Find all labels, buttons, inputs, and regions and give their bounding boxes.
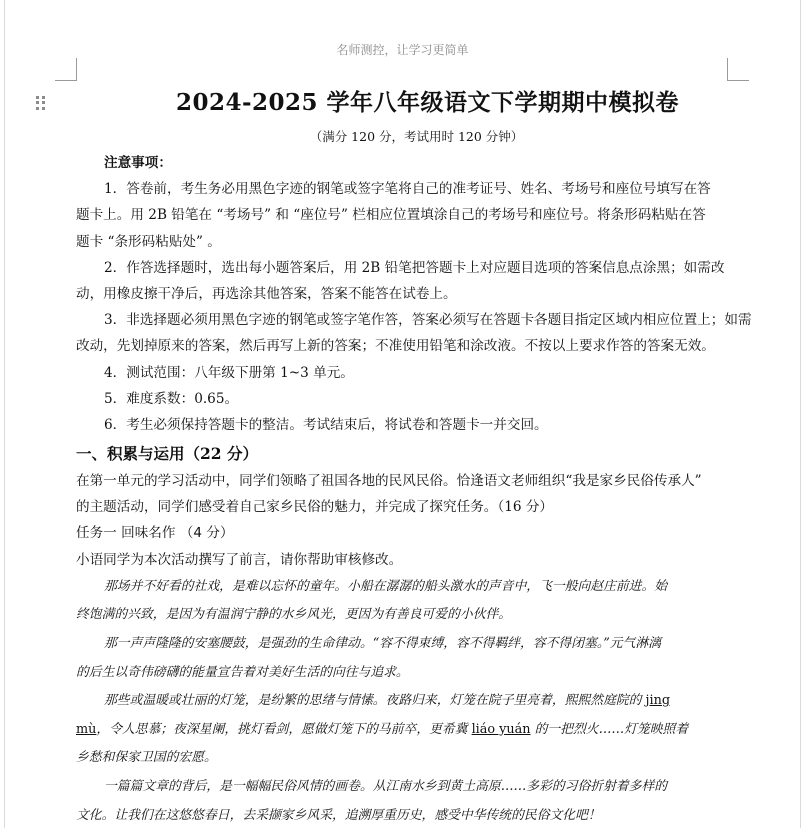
crop-mark-right bbox=[727, 80, 749, 81]
passage-line bbox=[76, 687, 728, 716]
task-prompt: 小语同学为本次活动撰写了前言，请你帮助审核修改。 bbox=[76, 551, 403, 568]
notice-heading: 注意事项： bbox=[104, 155, 172, 171]
passage-line: 一篇篇文章的背后，是一幅幅民俗风情的画卷。从江南水乡到黄土高原……多彩的习俗折射着多样的 bbox=[104, 778, 668, 794]
crop-mark-right-vertical bbox=[727, 58, 728, 81]
section-intro-line: 的主题活动，同学们感受着自己家乡民俗的魅力，并完成了探究任务。（16 分） bbox=[76, 499, 554, 516]
notice-line: 动，用橡皮擦干净后，再选涂其他答案，答案不能答在试卷上。 bbox=[76, 285, 457, 302]
notice-line: 改动，先划掉原来的答案，然后再写上新的答案；不准使用铅笔和涂改液。不按以上要求作答的答案无效。 bbox=[76, 338, 715, 355]
pinyin-blank: liáo yuán bbox=[471, 721, 531, 737]
passage-text: 那些或温暖或壮丽的灯笼，是纷繁的思绪与情愫。夜路归来，灯笼在院子里亮着，熙熙然庭院的 bbox=[104, 693, 646, 709]
passage-line: 那一声声隆隆的安塞腰鼓，是强劲的生命律动。“容不得束缚，容不得羁绊，容不得闭塞。”元气淋漓 bbox=[104, 636, 661, 651]
pinyin-blank: mù bbox=[76, 721, 97, 737]
passage-line: 乡愁和保家卫国的宏愿。 bbox=[76, 750, 217, 766]
preface-passage bbox=[76, 573, 728, 830]
passage-line: 那场并不好看的社戏，是难以忘怀的童年。小船在潺潺的船头激水的声音中，飞一般向赵庄前进。始 bbox=[104, 578, 668, 594]
passage-line: 终饱满的兴致，是因为有温润宁静的水乡风光，更因为有善良可爱的小伙伴。 bbox=[76, 607, 512, 623]
notice-line: 2．作答选择题时，选出每小题答案后，用 2B 铅笔把答题卡上对应题目选项的答案信息点涂黑；如需改 bbox=[104, 259, 725, 276]
exam-title: 2024-2025 学年八年级语文下学期期中模拟卷 bbox=[175, 89, 680, 116]
task-title: 任务一 回味名作 （4 分） bbox=[76, 525, 234, 542]
passage-text: ，令人思慕；夜深星阑，挑灯看剑，愿做灯笼下的马前卒，更希冀 bbox=[96, 721, 472, 737]
passage-line: 的后生以奇伟磅礴的能量宣告着对美好生活的向往与追求。 bbox=[76, 664, 409, 680]
passage-line bbox=[76, 716, 728, 745]
exam-subtitle: （满分 120 分，考试用时 120 分钟） bbox=[309, 129, 524, 144]
document-body bbox=[76, 150, 752, 830]
crop-mark-left-vertical bbox=[76, 58, 77, 81]
page-header: 名师测控，让学习更简单 bbox=[336, 43, 469, 57]
passage-text: 的一把烈火……灯笼映照着 bbox=[530, 721, 689, 737]
notice-line: 5．难度系数：0.65。 bbox=[104, 390, 239, 407]
section-intro-line: 在第一单元的学习活动中，同学们领略了祖国各地的民风民俗。恰逢语文老师组织“我是家乡民俗传承人” bbox=[76, 473, 702, 490]
notice-line: 题卡上。用 2B 铅笔在 “考场号” 和 “座位号” 栏相应位置填涂自己的考场号和座位号。将条形码粘贴在答 bbox=[76, 207, 706, 224]
notice-line: 6．考生必须保持答题卡的整洁。考试结束后，将试卷和答题卡一并交回。 bbox=[104, 416, 548, 433]
notice-line: 1．答卷前，考生务必用黑色字迹的钢笔或签字笔将自己的准考证号、姓名、考场号和座位号填写在答 bbox=[104, 181, 711, 198]
notice-line: 题卡 “条形码粘贴处” 。 bbox=[76, 233, 221, 250]
pinyin-blank: jing bbox=[645, 693, 671, 709]
passage-line: 文化。让我们在这悠悠春日，去采撷家乡风采，追溯厚重历史，感受中华传统的民俗文化吧！ bbox=[76, 807, 601, 823]
crop-mark-left bbox=[55, 80, 77, 81]
page-edge-left bbox=[4, 0, 5, 828]
notice-line: 4．测试范围：八年级下册第 1~3 单元。 bbox=[104, 364, 354, 381]
section-heading: 一、积累与运用（22 分） bbox=[76, 444, 258, 464]
page-edge-right bbox=[800, 0, 801, 828]
notice-line: 3．非选择题必须用黑色字迹的钢笔或签字笔作答，答案必须写在答题卡各题目指定区域内相应位置上；如需 bbox=[104, 312, 752, 329]
